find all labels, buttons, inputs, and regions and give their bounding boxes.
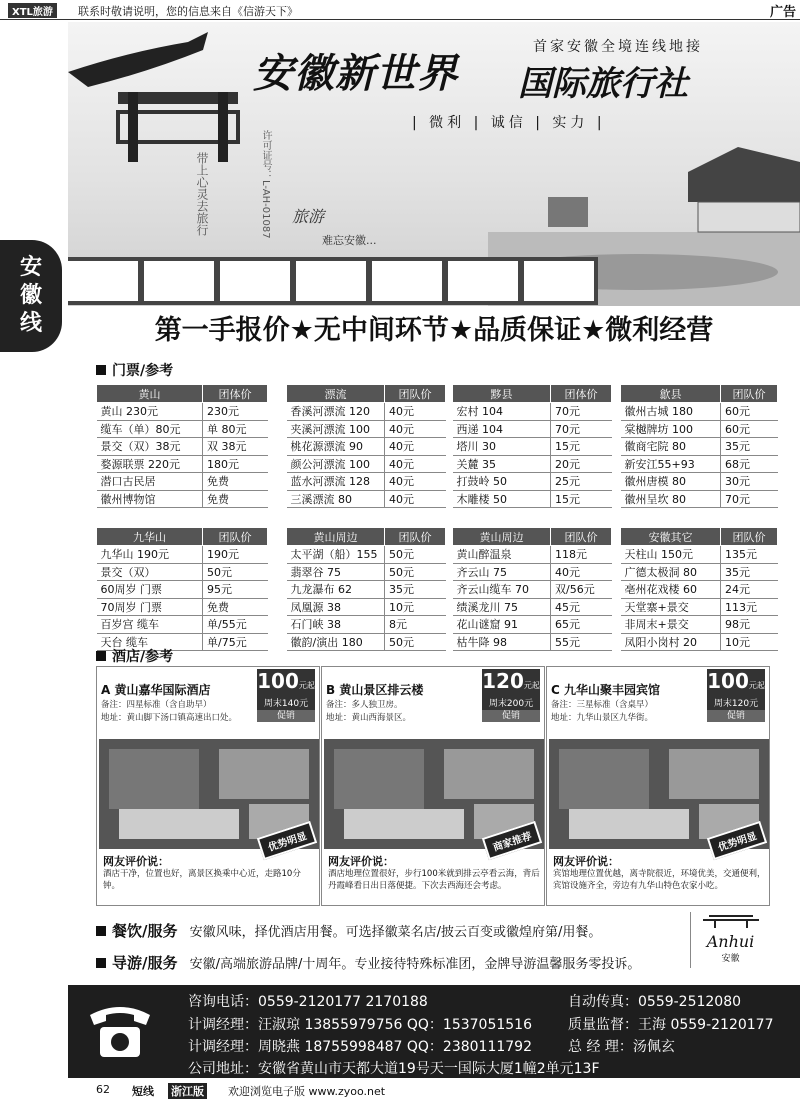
service-title: 导游/服务: [96, 954, 177, 972]
price-cell: 135元: [721, 546, 778, 564]
table-row: [287, 455, 446, 473]
telephone-icon: [86, 999, 154, 1061]
top-bar: [0, 0, 800, 20]
price-cell: 40元: [385, 420, 446, 438]
attraction-cell: 景交（双）: [97, 563, 203, 581]
tab-char: 安: [19, 255, 42, 280]
table-row: [97, 490, 268, 508]
attraction-cell: 九龙瀑布 62: [287, 581, 385, 599]
price-table: [452, 527, 612, 651]
attraction-cell: 凤阳小岗村 20: [621, 633, 721, 651]
fence-decoration: [68, 257, 598, 305]
price-cell: 118元: [551, 546, 612, 564]
table-row: [287, 420, 446, 438]
table-row: [287, 563, 446, 581]
price-cell: 50元: [385, 563, 446, 581]
price-cell: 30元: [721, 473, 778, 491]
table-row: [621, 598, 778, 616]
attraction-cell: 婺源联票 220元: [97, 455, 203, 473]
price-table: [96, 384, 268, 508]
recommend-stamp: 商家推荐: [482, 821, 542, 860]
price-cell: 68元: [721, 455, 778, 473]
price-table: [452, 384, 612, 508]
price-cell: 单/55元: [203, 616, 268, 634]
price-cell: 免费: [203, 473, 268, 491]
price-cell: 180元: [203, 455, 268, 473]
table-row: [97, 563, 268, 581]
vertical-slogan: 带上心灵去旅行: [195, 152, 209, 236]
brush-logo: 旅游: [292, 207, 325, 226]
price-cell: 35元: [721, 563, 778, 581]
table-row: [621, 473, 778, 491]
table-header: 团队价: [385, 528, 446, 546]
attraction-cell: 齐云山 75: [453, 563, 551, 581]
attraction-cell: 花山谜窟 91: [453, 616, 551, 634]
hotel-name: A 黄山嘉华国际酒店: [101, 683, 211, 697]
price-cell: 40元: [385, 490, 446, 508]
attraction-cell: 桃花源漂流 90: [287, 438, 385, 456]
table-row: [621, 403, 778, 421]
weekend-price: 周末120元: [713, 699, 759, 709]
price-cell: 15元: [551, 438, 612, 456]
recommend-stamp: 优势明显: [257, 821, 317, 860]
attraction-cell: 塔川 30: [453, 438, 551, 456]
main-slogan: 第一手报价★无中间环节★品质保证★微利经营: [154, 315, 714, 346]
attraction-cell: 三溪漂流 80: [287, 490, 385, 508]
table-header: 团体价: [551, 385, 612, 403]
attraction-cell: 夹溪河漂流 100: [287, 420, 385, 438]
hotel-note: 备注：三星标准（含桌早）: [551, 700, 654, 710]
table-row: [287, 438, 446, 456]
price-cell: 95元: [203, 581, 268, 599]
attraction-cell: 徽州呈坎 80: [621, 490, 721, 508]
table-row: [621, 616, 778, 634]
table-row: [97, 546, 268, 564]
price-cell: 免费: [203, 490, 268, 508]
attraction-cell: 九华山 190元: [97, 546, 203, 564]
hotel-price: 100: [257, 669, 299, 693]
price-cell: 50元: [385, 546, 446, 564]
price-cell: 24元: [721, 581, 778, 599]
attraction-cell: 棠樾牌坊 100: [621, 420, 721, 438]
table-header: 黟县: [453, 385, 551, 403]
table-header: 歙县: [621, 385, 721, 403]
banner-title: 安徽新世界: [253, 51, 458, 97]
table-row: [287, 598, 446, 616]
price-cell: 40元: [385, 455, 446, 473]
hotel-name: B 黄山景区排云楼: [326, 683, 424, 697]
hotel-name: C 九华山聚丰园宾馆: [551, 683, 660, 697]
attraction-cell: 景交（双）38元: [97, 438, 203, 456]
attraction-cell: 黄山醉温泉: [453, 546, 551, 564]
weekend-price: 周末200元: [488, 699, 534, 709]
table-row: [97, 420, 268, 438]
price-badge: [257, 669, 315, 721]
table-row: [453, 403, 612, 421]
price-cell: 45元: [551, 598, 612, 616]
promo-label: 促销: [707, 710, 765, 722]
table-header: 团体价: [203, 385, 268, 403]
planner-1: 计调经理：汪淑琼 13855979756 QQ：1537051516: [188, 1017, 532, 1033]
attraction-cell: 徽韵/演出 180: [287, 633, 385, 651]
table-row: [97, 616, 268, 634]
table-row: [287, 581, 446, 599]
table-row: [621, 581, 778, 599]
table-row: [621, 420, 778, 438]
banner-title-2: 国际旅行社: [518, 64, 688, 104]
attraction-cell: 广德太极洞 80: [621, 563, 721, 581]
table-row: [97, 438, 268, 456]
banner: [68, 22, 800, 306]
price-cell: 免费: [203, 598, 268, 616]
price-cell: 40元: [385, 403, 446, 421]
price-cell: 20元: [551, 455, 612, 473]
price-cell: 98元: [721, 616, 778, 634]
table-row: [287, 403, 446, 421]
table-header: 九华山: [97, 528, 203, 546]
table-row: [453, 455, 612, 473]
attraction-cell: 非周末+景交: [621, 616, 721, 634]
attraction-cell: 枯牛降 98: [453, 633, 551, 651]
attraction-cell: 翡翠谷 75: [287, 563, 385, 581]
review-title: 网友评价说：: [328, 855, 394, 868]
table-header: 团队价: [551, 528, 612, 546]
table-header: 团队价: [385, 385, 446, 403]
gate-icon: [701, 912, 761, 928]
publisher-logo: XTL旅游: [8, 3, 57, 18]
price-cell: 60元: [721, 403, 778, 421]
price-cell: 50元: [203, 563, 268, 581]
price-cell: 65元: [551, 616, 612, 634]
attraction-cell: 关麓 35: [453, 455, 551, 473]
attraction-cell: 徽州古城 180: [621, 403, 721, 421]
price-cell: 190元: [203, 546, 268, 564]
price-cell: 50元: [385, 633, 446, 651]
table-header: 团队价: [721, 385, 778, 403]
page-number: 62: [96, 1083, 110, 1096]
attraction-cell: 徽州博物馆: [97, 490, 203, 508]
price-cell: 8元: [385, 616, 446, 634]
price-cell: 70元: [721, 490, 778, 508]
price-cell: 双/56元: [551, 581, 612, 599]
attraction-cell: 百岁宫 缆车: [97, 616, 203, 634]
price-cell: 113元: [721, 598, 778, 616]
anhui-logo: [690, 912, 770, 968]
table-row: [453, 581, 612, 599]
review-text: 酒店干净，位置也好，离景区换乘中心近，走路10分钟。: [103, 869, 301, 891]
attraction-cell: 蓝水河漂流 128: [287, 473, 385, 491]
hotel-card: [321, 666, 545, 906]
table-row: [97, 581, 268, 599]
general-manager: 总 经 理：汤佩玄: [568, 1039, 675, 1055]
attraction-cell: 打鼓岭 50: [453, 473, 551, 491]
table-row: [621, 546, 778, 564]
attraction-cell: 亳州花戏楼 60: [621, 581, 721, 599]
table-header: 团队价: [721, 528, 778, 546]
attraction-cell: 木雕楼 50: [453, 490, 551, 508]
hotel-info: [326, 699, 411, 725]
promo-label: 促销: [257, 710, 315, 722]
price-unit: 元起: [523, 681, 540, 690]
attraction-cell: 70周岁 门票: [97, 598, 203, 616]
price-badge: [482, 669, 540, 721]
table-header: 黄山周边: [453, 528, 551, 546]
weekend-price: 周末140元: [263, 699, 309, 709]
price-cell: 40元: [385, 473, 446, 491]
attraction-cell: 60周岁 门票: [97, 581, 203, 599]
footer-edition: 浙江版: [168, 1083, 207, 1099]
attraction-cell: 天堂寨+景交: [621, 598, 721, 616]
table-header: 漂流: [287, 385, 385, 403]
price-cell: 35元: [385, 581, 446, 599]
attraction-cell: 徽州唐模 80: [621, 473, 721, 491]
consult-phone: 咨询电话：0559-2120177 2170188: [188, 994, 428, 1010]
price-unit: 元起: [748, 681, 765, 690]
guide-service: [96, 952, 640, 973]
price-cell: 40元: [385, 438, 446, 456]
attraction-cell: 石门峡 38: [287, 616, 385, 634]
recommend-stamp: 优势明显: [707, 821, 767, 860]
price-cell: 10元: [721, 633, 778, 651]
table-row: [453, 438, 612, 456]
hotel-card: [546, 666, 770, 906]
price-cell: 单/75元: [203, 633, 268, 651]
attraction-cell: 缆车（单）80元: [97, 420, 203, 438]
price-table: [286, 527, 446, 651]
price-table: [286, 384, 446, 508]
attraction-cell: 颜公河漂流 100: [287, 455, 385, 473]
hotel-info: [551, 699, 653, 725]
source-note: 联系时敬请说明，您的信息来自《信游天下》: [78, 5, 298, 18]
table-row: [621, 563, 778, 581]
table-row: [287, 473, 446, 491]
price-table: [620, 384, 778, 508]
table-row: [287, 616, 446, 634]
fax: 自动传真：0559-2512080: [568, 994, 742, 1010]
table-row: [97, 403, 268, 421]
price-cell: 25元: [551, 473, 612, 491]
hotel-price: 120: [482, 669, 524, 693]
service-text: 安徽风味，择优酒店用餐。可选择徽菜名店/披云百变或徽煌府第/用餐。: [189, 925, 602, 940]
banner-subtitle: 首家安徽全境连线地接: [533, 39, 703, 55]
price-cell: 70元: [551, 420, 612, 438]
price-cell: 70元: [551, 403, 612, 421]
attraction-cell: 天台 缆车: [97, 633, 203, 651]
ad-label: 广告: [769, 5, 796, 20]
table-row: [621, 490, 778, 508]
table-row: [287, 490, 446, 508]
table-header: 黄山周边: [287, 528, 385, 546]
table-header: 安徽其它: [621, 528, 721, 546]
review-text: 宾馆地理位置优越，离寺院很近，环境优美，交通便利，宾馆设施齐全，旁边有九华山特色农家小吃。: [553, 869, 766, 891]
page-footer: [0, 1080, 800, 1100]
attraction-cell: 凤凰源 38: [287, 598, 385, 616]
attraction-cell: 潜口古民居: [97, 473, 203, 491]
price-table: [96, 527, 268, 651]
table-row: [453, 598, 612, 616]
quality-supervisor: 质量监督：王海 0559-2120177: [568, 1017, 774, 1033]
review-title: 网友评价说：: [103, 855, 169, 868]
attraction-cell: 齐云山缆车 70: [453, 581, 551, 599]
promo-label: 促销: [482, 710, 540, 722]
logo-text: Anhui: [706, 932, 755, 951]
table-row: [453, 490, 612, 508]
hotel-note: 备注：四星标准（含自助早）: [101, 700, 212, 710]
price-cell: 230元: [203, 403, 268, 421]
hotel-info: [101, 699, 237, 725]
planner-2: 计调经理：周晓燕 18755998487 QQ：2380111792: [188, 1039, 532, 1055]
attraction-cell: 新安江55+93: [621, 455, 721, 473]
attraction-cell: 西递 104: [453, 420, 551, 438]
table-row: [97, 598, 268, 616]
table-row: [97, 455, 268, 473]
hotel-address: 地址：九华山景区九华街。: [551, 713, 654, 723]
hotel-price: 100: [707, 669, 749, 693]
attraction-cell: 黄山 230元: [97, 403, 203, 421]
attraction-cell: 天柱山 150元: [621, 546, 721, 564]
section-tickets: 门票/参考: [96, 360, 173, 380]
banner-tagline: | 微利 | 诚信 | 实力 |: [412, 115, 606, 131]
price-cell: 40元: [551, 563, 612, 581]
service-text: 安徽/高端旅游品牌/十周年。专业接待特殊标准团，金牌导游温馨服务零投诉。: [189, 957, 641, 972]
price-cell: 35元: [721, 438, 778, 456]
table-row: [621, 438, 778, 456]
price-unit: 元起: [298, 681, 315, 690]
hotel-address: 地址：黄山西海景区。: [326, 713, 412, 723]
footer-web: 欢迎浏览电子版 www.zyoo.net: [228, 1085, 386, 1098]
hotel-card: [96, 666, 320, 906]
table-header: 团队价: [203, 528, 268, 546]
table-row: [97, 473, 268, 491]
table-row: [287, 546, 446, 564]
price-cell: 15元: [551, 490, 612, 508]
review-title: 网友评价说：: [553, 855, 619, 868]
section-tab: [0, 240, 62, 352]
service-title: 餐饮/服务: [96, 922, 177, 940]
tab-char: 徽: [19, 283, 42, 308]
table-header: 黄山: [97, 385, 203, 403]
review-text: 酒店地理位置很好，步行100米就到排云亭看云海，背后丹霞峰看日出日落便捷。下次去西海还会考虑。: [328, 869, 540, 891]
tab-char: 线: [19, 311, 42, 336]
hotel-note: 备注：多人独卫房。: [326, 700, 403, 710]
table-row: [453, 420, 612, 438]
price-badge: [707, 669, 765, 721]
hotel-address: 地址：黄山脚下汤口镇高速出口处。: [101, 713, 238, 723]
banner-slogan: 难忘安徽...: [322, 234, 377, 247]
company-address: 公司地址：安徽省黄山市天都大道19号天一国际大厦1幢2单元13F: [188, 1061, 600, 1077]
table-row: [621, 455, 778, 473]
pavilion-roof-icon: [68, 32, 258, 162]
attraction-cell: 徽商宅院 80: [621, 438, 721, 456]
license-number: 许可证号：L-AH-01087: [260, 130, 271, 239]
attraction-cell: 香溪河漂流 120: [287, 403, 385, 421]
table-row: [287, 633, 446, 651]
price-cell: 55元: [551, 633, 612, 651]
contact-panel: [68, 985, 800, 1078]
price-cell: 60元: [721, 420, 778, 438]
table-row: [621, 633, 778, 651]
table-row: [453, 633, 612, 651]
price-cell: 10元: [385, 598, 446, 616]
price-cell: 双 38元: [203, 438, 268, 456]
section-hotels: 酒店/参考: [96, 646, 173, 666]
logo-cn: 安徽: [721, 954, 740, 964]
price-cell: 单 80元: [203, 420, 268, 438]
attraction-cell: 太平湖（船）155: [287, 546, 385, 564]
table-row: [453, 563, 612, 581]
attraction-cell: 宏村 104: [453, 403, 551, 421]
attraction-cell: 绩溪龙川 75: [453, 598, 551, 616]
footer-category: 短线: [132, 1085, 154, 1098]
price-table: [620, 527, 778, 651]
dining-service: [96, 920, 601, 941]
table-row: [453, 546, 612, 564]
table-row: [453, 473, 612, 491]
table-row: [453, 616, 612, 634]
